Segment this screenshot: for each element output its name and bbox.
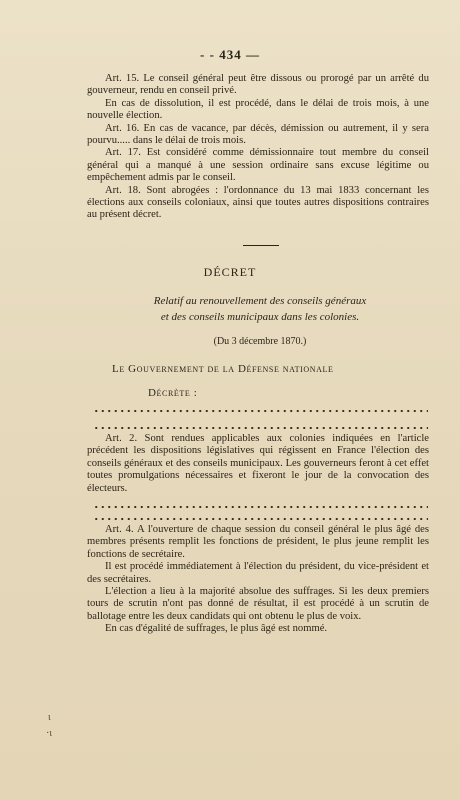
article-4 <box>87 524 429 636</box>
paragraph: En cas d'égalité de suffrages, le plus âgé est nommé. <box>105 623 328 635</box>
articles-15-18 <box>87 73 429 222</box>
decree-subtitle-line: Relatif au renouvellement des conseils généraux <box>153 295 367 307</box>
paragraph: Art. 4. A l'ouverture de chaque session du conseil général le plus âgé des membres présents remplit les fonctions de président, le plus jeune remplit les fonctions de secrétaire. <box>87 524 429 560</box>
decree-title: DÉCRET <box>203 265 257 279</box>
paragraph: L'élection a lieu à la majorité absolue des suffrages. Si les deux premiers tours de scrutin n'ont pas donné de résultat, il est procédé à un scrutin de ballotage entre les deux candidats qui ont obtenu le plus de voix. <box>87 586 429 622</box>
elision-dots <box>93 505 428 509</box>
page-number: - - 434 — <box>200 47 260 62</box>
paragraph: Il est procédé immédiatement à l'élection du président, du vice-président et des secrétaires. <box>87 561 429 585</box>
government-heading: Le Gouvernement de la Défense nationale <box>112 363 334 375</box>
paragraph: Art. 15. Le conseil général peut être dissous ou prorogé par un arrêté du gouverneur, rendu en conseil privé. <box>87 73 429 97</box>
paragraph: Art. 2. Sont rendues applicables aux colonies indiquées en l'article précédent les dispositions législatives qui régissent en France l'élection des conseils généraux et des conseils municipaux. Les gouverneurs feront à cet effet toutes promulgations nécessaires et fixeront le jour de la convocation des électeurs. <box>87 433 429 494</box>
decree-subtitle <box>0 293 460 325</box>
decree-date: (Du 3 décembre 1870.) <box>213 336 307 347</box>
decrees-label: Décrète : <box>148 387 198 399</box>
paragraph: En cas de dissolution, il est procédé, dans le délai de trois mois, à une nouvelle élection. <box>87 97 429 122</box>
paragraph: Art. 17. Est considéré comme démissionnaire tout membre du conseil général qui a manqué à une session ordinaire sans excuse légitime ou empêchement admis par le conseil. <box>87 147 429 184</box>
elision-dots <box>93 409 428 413</box>
article-2 <box>87 433 429 495</box>
margin-mark: ɩ <box>48 712 51 723</box>
decree-subtitle-line: et des conseils municipaux dans les colonies. <box>160 311 360 323</box>
elision-dots <box>93 426 428 430</box>
elision-dots <box>93 517 428 521</box>
paragraph: Art. 18. Sont abrogées : l'ordonnance du 13 mai 1833 concernant les élections aux conseils coloniaux, ainsi que toutes autres dispositions contraires au présent décret. <box>87 184 429 221</box>
paragraph: Art. 16. En cas de vacance, par décès, démission ou autrement, il y sera pourvu..... dans le délai de trois mois. <box>87 122 429 147</box>
margin-mark: ·ɩ <box>46 728 53 739</box>
section-divider <box>243 245 279 246</box>
